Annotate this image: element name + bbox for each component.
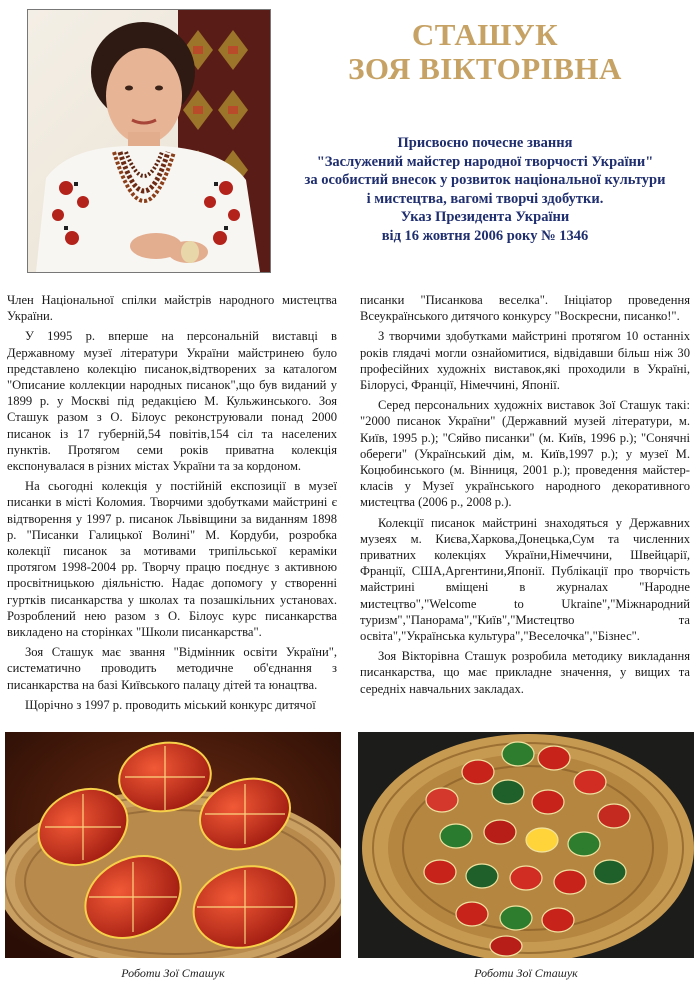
article-paragraph: Колекції писанок майстрині знаходяться у Державних музеях м. Києва,Харкова,Донецька,Сум та численних приватних колекціях України,Німеччини, Швейцарії, Франції, США,Аргентини,Японії. Публікації про творчість майстрині вміщені в журналах "Народне мистецтво","Welcome to Ukraine","Міжнародний туризм","Панорама","Київ","Мистецтво та освіта","Українська культура","Веселочка","Бізнес". [360,515,690,644]
pysanky-photo-left [5,732,341,958]
honor-line: за особистий внесок у розвиток національної культури [304,172,666,188]
photo-caption-left: Роботи Зої Сташук [121,966,225,980]
article-paragraph: писанки "Писанкова веселка". Ініціатор проведення Всеукраїнського дитячого конкурсу "Воскресни, писанко!". [360,293,690,324]
article-paragraph: Щорічно з 1997 р. проводить міський конкурс дитячої [25,697,316,712]
article-column-right [360,292,690,701]
article-paragraph: У 1995 р. вперше на персональній виставці в Державному музеї літератури України майстринею було представлено колекцію писанок,відтворених за каталогом "Описание коллекции народных писанок",що був виданий у 1899 р. у Москві під редакцією М. Кульжинського. Зоя Сташук разом з О. Білоус реконструювали понад 2000 писанок із 17 губерній,54 повітів,154 сіл та населених пунктів. Протягом семи років приватна колекція експонувалася в різних містах України та за кордоном. [7,329,337,474]
honor-line: і мистецтва, вагомі творчі здобутки. [366,190,604,207]
article-paragraph: На сьогодні колекція у постійній експозиції в музеї писанки в місті Коломия. Творчими здобутками майстрині є відтворення у 1997 р. писанок Львівщини за виданням 1898 р. "Писанки Галицької Волині" М. Кордуби, розробка колекції писанок за мотивами трипільської кераміки протягом 1998-2004 рр. Творчу працю поєднує з активною просвітницькою діяльністю. Надає допомогу у створенні гуртків писанкарства у школах та позашкільних установах. Розроблений нею разом з О. Білоус курс писанкарства викладено на сторінках "Школи писанкарства". [7,479,337,640]
red-eggs-basket-illustration [5,732,341,958]
article-paragraph: З творчими здобутками майстрині протягом 10 останніх років глядачі могли ознайомитися, відвідавши більш ніж 30 професійних художніх виставок,які проходили в Україні, Білорусі, Франції, Німеччині, Японії. [360,329,690,393]
honor-line: Присвоєно почесне звання [397,135,573,151]
portrait-illustration [28,10,270,272]
honor-statement [285,134,685,245]
article-paragraph: Зоя Сташук має звання "Відмінник освіти України", систематично проводить методичне об'єднання з писанкарства на базі Київського палацу дітей та юнацтва. [7,645,337,692]
portrait-photo [27,9,271,273]
honor-line: від 16 жовтня 2006 року № 1346 [381,227,589,244]
honor-line: "Заслужений майстер народної творчості України" [316,153,654,170]
article-paragraph: Член Національної спілки майстрів народного мистецтва України. [7,293,337,324]
surname: СТАШУК [411,17,559,52]
article-paragraph: Зоя Вікторівна Сташук розробила методику викладання писанкарства, що має прикладне значення, у вищих та середніх навчальних закладах. [360,649,690,696]
photo-caption-right: Роботи Зої Сташук [474,966,578,980]
pysanky-photo-right [358,732,694,958]
honor-line: Указ Президента України [400,209,570,225]
colorful-eggs-basket-illustration [358,732,694,958]
given-names: ЗОЯ ВІКТОРІВНА [348,51,622,86]
name-heading [285,18,685,86]
article-column-left [7,292,337,717]
article-paragraph: Серед персональних художніх виставок Зої Сташук такі: "2000 писанок України" (Державний музей літератури, м. Київ, 1995 р.); "Сяйво писанки" (м. Київ, 1996 р.); "Сонячні обереги" (Український дім, м. Київ,1997 р.); у музеї М. Коцюбинського (м. Вінниця, 2001 р.); проведення майстер-класів у Музеї українського народного декоративного мистецтва (2006 р., 2008 р.). [360,398,690,510]
